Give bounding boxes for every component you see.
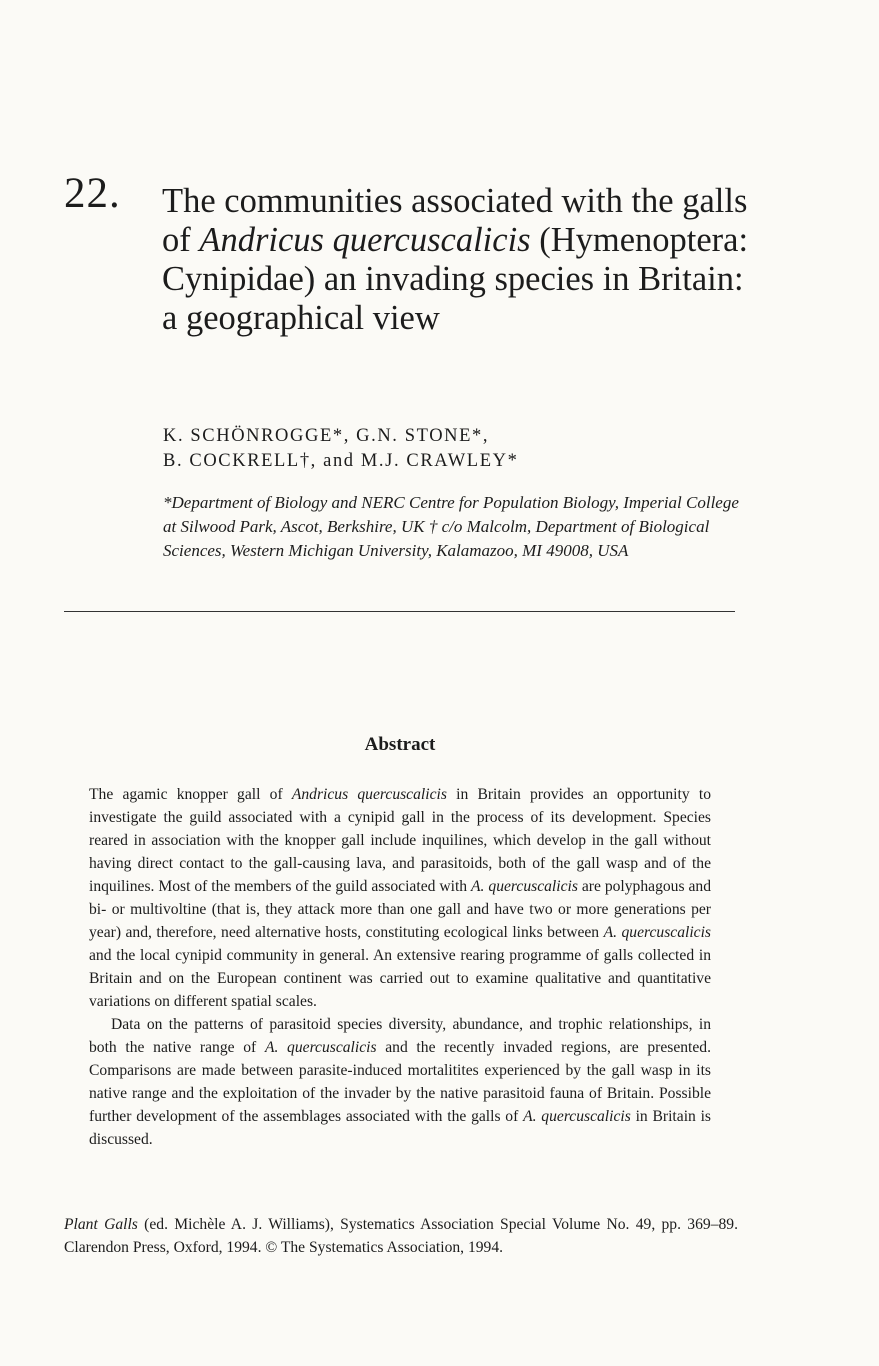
abstract-body [89,783,711,1151]
abstract-heading: Abstract [364,734,436,755]
species-name: A. quercuscalicis [523,1108,631,1125]
species-name: A. quercuscalicis [264,1039,377,1056]
abstract-text: The agamic knopper gall of [89,786,292,803]
species-name: Andricus quercuscalicis [291,786,447,803]
title-text: The communities associated with the galls of [162,182,748,259]
chapter-number: 22. [64,170,121,217]
authors-line-1: K. SCHÖNROGGE*, G.N. STONE*, [163,426,490,446]
species-name: A. quercuscalicis [603,924,711,941]
abstract-text: and the local cynipid community in general. An extensive rearing programme of galls collected in Britain and on the European continent was carried out to examine qualitative and quantitative variations on different spatial scales. [89,947,711,1010]
abstract-text: are polyphagous and bi- or multivoltine (that is, they attack more than one gall and have two or more generations per year) and, therefore, need alternative hosts, constituting ecological links between [89,878,711,941]
abstract-text: in Britain is discussed. [89,1108,712,1148]
authors [163,424,518,474]
citation [64,1213,738,1259]
authors-line-2: B. COCKRELL†, and M.J. CRAWLEY* [163,451,519,471]
citation-text: (ed. Michèle A. J. Williams), Systematics Association Special Volume No. 49, pp. 369–89. Clarendon Press, Oxford, 1994. © The Systematics Association, 1994. [64,1216,738,1256]
species-name: A. quercuscalicis [471,878,578,895]
abstract-text: in Britain provides an opportunity to investigate the guild associated with a cynipid gall in the process of its development. Species reared in association with the knopper gall include inquilines, which develop in the gall without having direct contact to the gall-causing lava, and parasitoids, both of the gall wasp and of the inquilines. Most of the members of the guild associated with [89,786,711,895]
divider-rule [64,611,735,612]
affiliation: *Department of Biology and NERC Centre for Population Biology, Imperial College at Silwood Park, Ascot, Berkshire, UK † c/o Malcolm, Department of Biological Sciences, Western Michigan University, Kalamazoo, MI 49008, USA [163,493,739,560]
title-species: Andricus quercuscalicis [199,221,531,259]
abstract-text: and the recently invaded regions, are presented. Comparisons are made between parasite-induced mortalitites experienced by the gall wasp in its native range and the exploitation of the invader by the native parasitoid fauna of Britain. Possible further development of the assemblages associated with the galls of [89,1039,711,1125]
abstract-text: Data on the patterns of parasitoid species diversity, abundance, and trophic relationships, in both the native range of [89,1016,711,1056]
book-title: Plant Galls [64,1216,138,1233]
title-text-continued: (Hymenoptera: Cynipidae) an invading species in Britain: a geographical view [162,221,749,337]
abstract-paragraph-1 [89,783,711,1013]
abstract-paragraph-2 [89,1013,711,1151]
chapter-title [162,182,762,338]
